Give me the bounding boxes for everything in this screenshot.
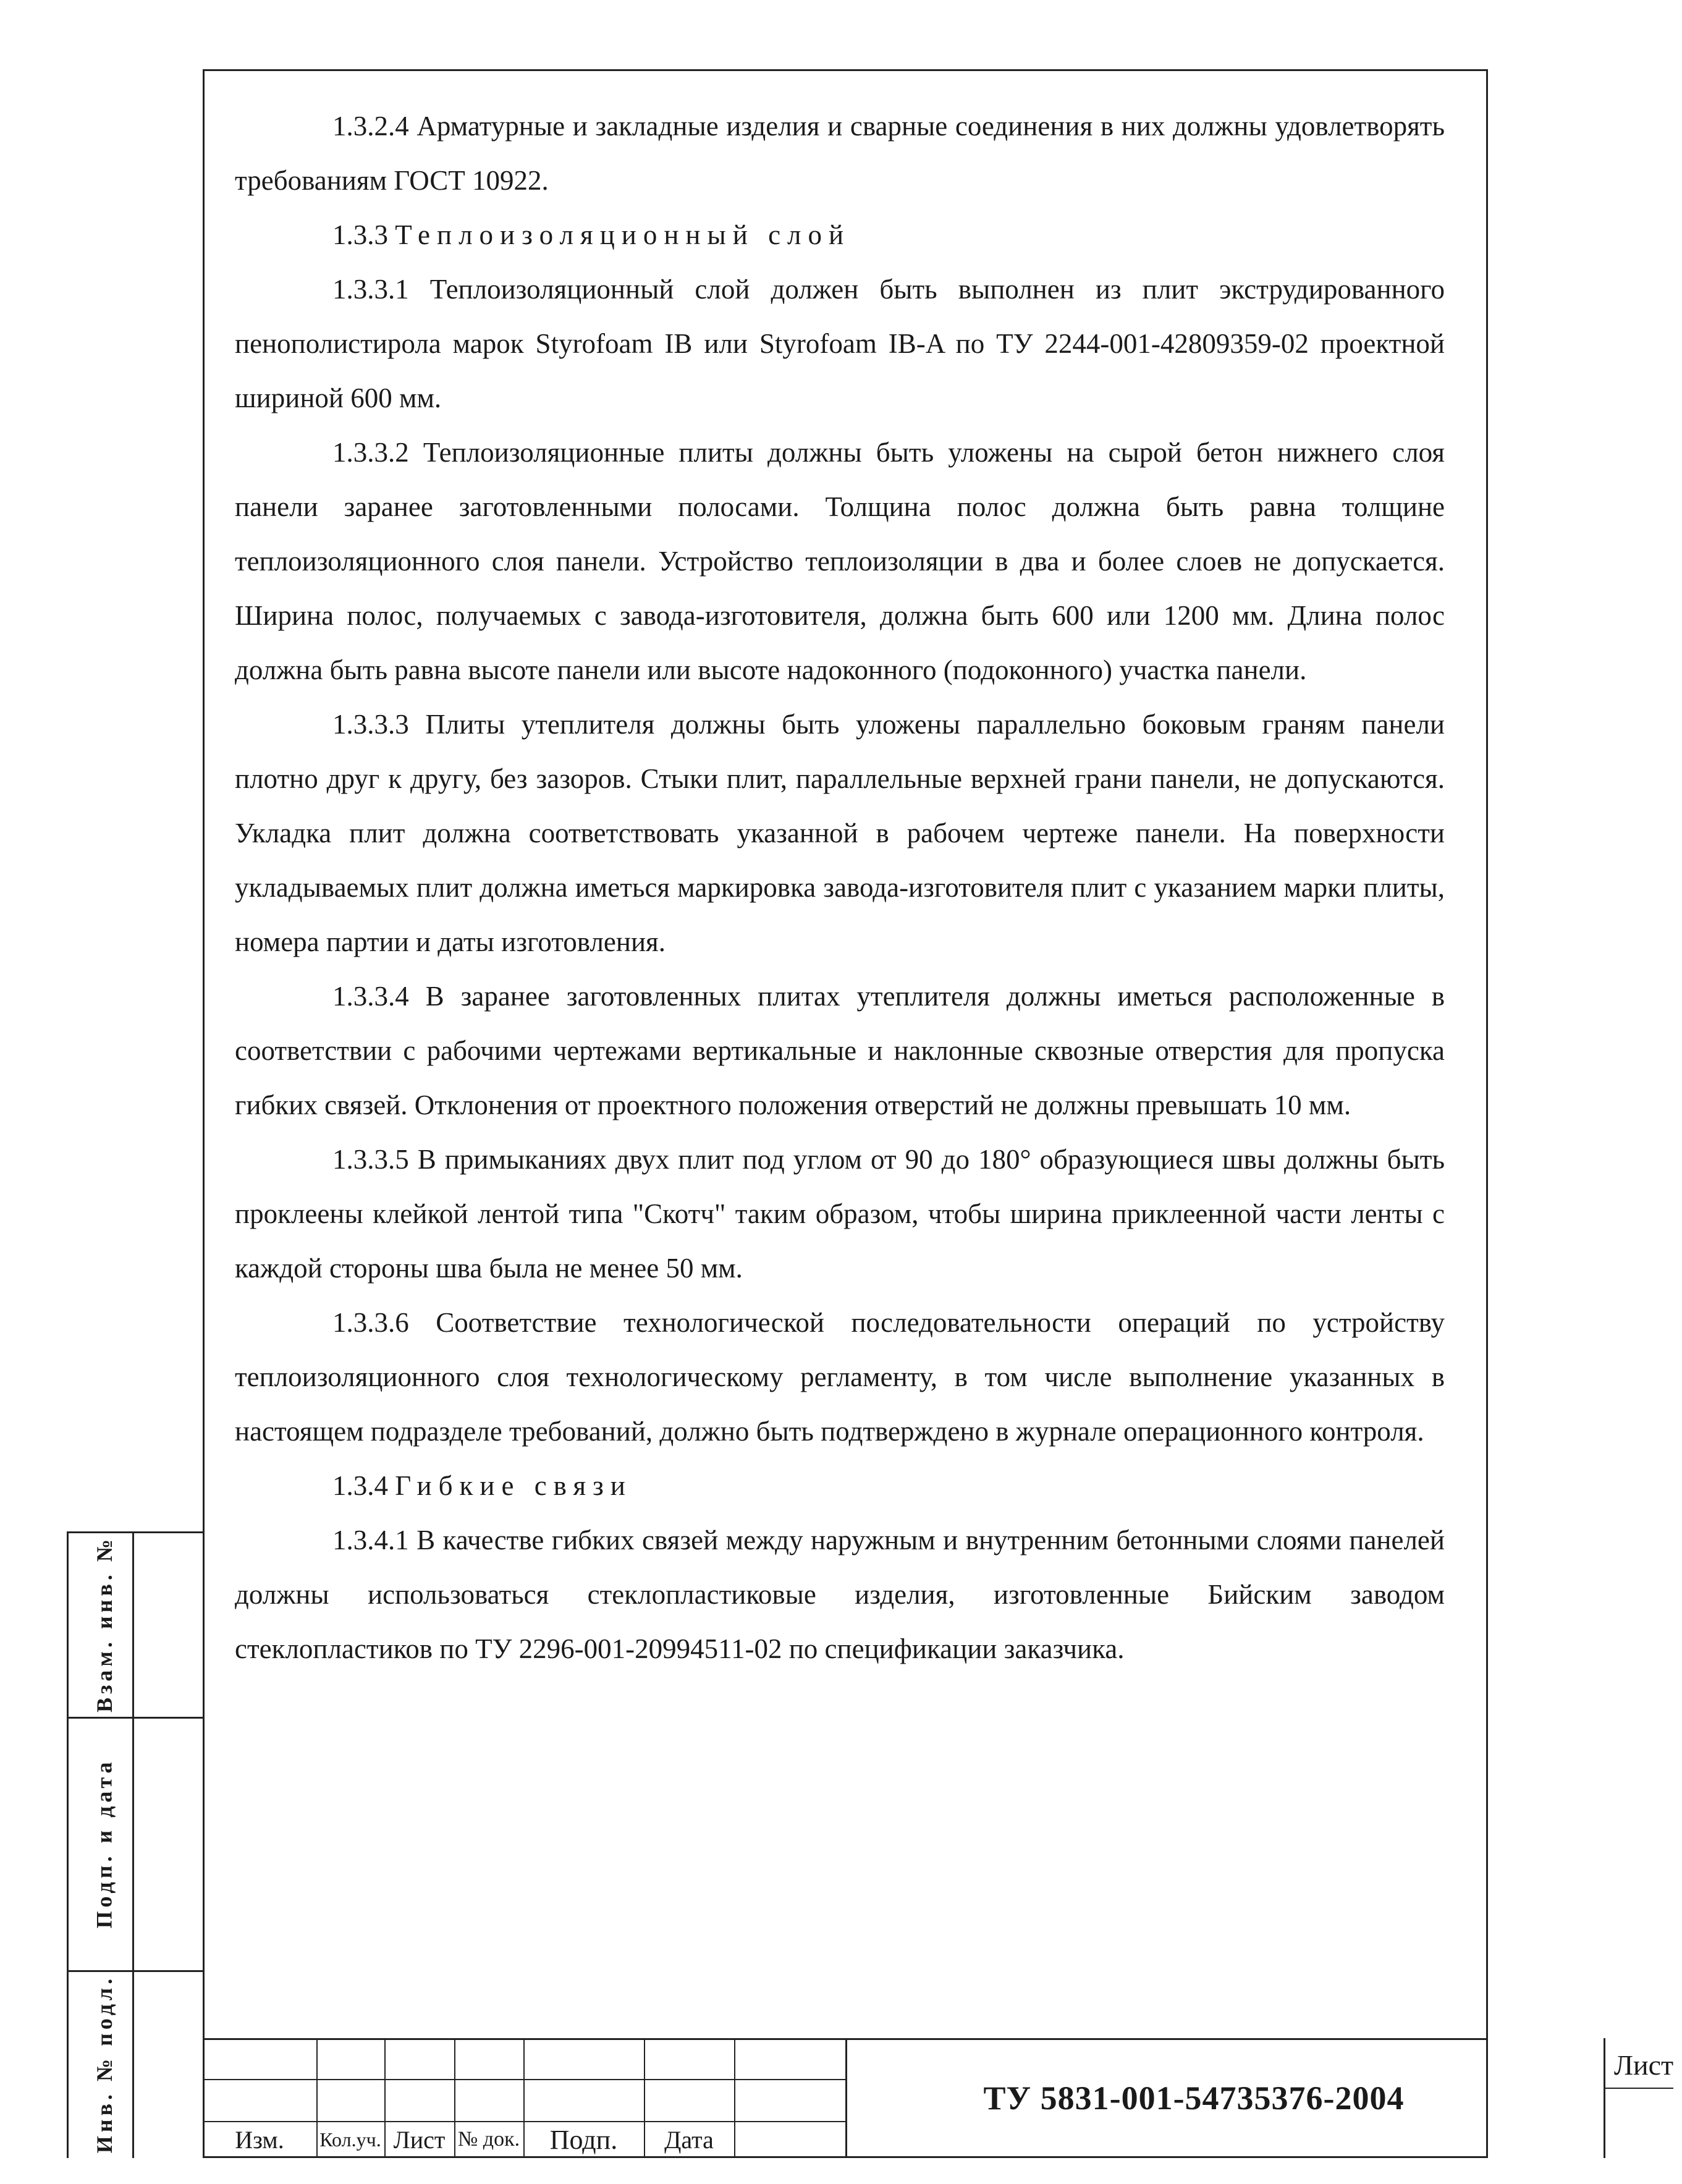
section-number: 1.3.4 — [332, 1470, 388, 1501]
section-heading-1-3-3 — [235, 208, 1445, 262]
col-data: Дата — [664, 2125, 714, 2154]
paragraph-1-3-3-6: 1.3.3.6 Соответствие технологической последовательности операций по устройству теплоизоляционного слоя технологическому регламенту, в том числе выполнение указанных в настоящем подразделе требований, должно быть подтверждено в журнале операционного контроля. — [235, 1307, 1445, 1447]
stamp-divider — [67, 1531, 69, 2158]
section-heading-1-3-4 — [235, 1458, 1445, 1513]
title-block-col-line — [734, 2038, 735, 2158]
title-block-row-line — [1604, 2088, 1673, 2089]
section-number: 1.3.3 — [332, 219, 388, 250]
paragraph-1-3-2-4: 1.3.2.4 Арматурные и закладные изделия и сварные соединения в них должны удовлетворять требованиям ГОСТ 10922. — [235, 111, 1445, 196]
title-block — [193, 2038, 1674, 2158]
col-list: Лист — [393, 2125, 446, 2154]
paragraph-1-3-3-5: 1.3.3.5 В примыканиях двух плит под углом от 90 до 180° образующиеся швы должны быть проклеены клейкой лентой типа "Скотч" таким образом, чтобы ширина приклеенной части ленты с каждой стороны шва была не менее 50 мм. — [235, 1144, 1445, 1284]
col-izm: Изм. — [235, 2125, 284, 2154]
paragraph-1-3-3-1: 1.3.3.1 Теплоизоляционный слой должен быть выполнен из плит экструдированного пенополистирола марок Styrofoam IB или Styrofoam IB-A по ТУ 2244-001-42809359-02 проектной шириной 600 мм. — [235, 274, 1445, 413]
stamp-podp-data: Подп. и дата — [92, 1758, 117, 1929]
paragraph-1-3-3-3: 1.3.3.3 Плиты утеплителя должны быть уложены параллельно боковым граням панели плотно друг к другу, без зазоров. Стыки плит, параллельные верхней грани панели, не допускаются. Укладка плит должна соответствовать указанной в рабочем чертеже панели. На поверхности укладываемых плит должна иметься маркировка завода-изготовителя плит с указанием марки плиты, номера партии и даты изготовления. — [235, 709, 1445, 957]
stamp-divider — [132, 1531, 134, 2158]
paragraph-1-3-4-1: 1.3.4.1 В качестве гибких связей между наружным и внутренним бетонными слоями панелей должны использоваться стеклопластиковые изделия, изготовленные Бийским заводом стеклопластиков по ТУ 2296-001-20994511-02 по спецификации заказчика. — [235, 1525, 1445, 1664]
document-body — [235, 99, 1445, 1676]
paragraph-1-3-3-2: 1.3.3.2 Теплоизоляционные плиты должны быть уложены на сырой бетон нижнего слоя панели заранее заготовленными полосами. Толщина полос должна быть равна толщине теплоизоляционного слоя панели. Устройство теплоизоляции в два и более слоев не допускается. Ширина полос, получаемых с завода-изготовителя, должна быть 600 или 1200 мм. Длина полос должна быть равна высоте панели или высоте надоконного (подоконного) участка панели. — [235, 437, 1445, 685]
document-number: ТУ 5831-001-54735376-2004 — [983, 2080, 1405, 2117]
section-title: Теплоизоляционный слой — [395, 219, 851, 250]
col-podp: Подп. — [549, 2124, 618, 2155]
paragraph-1-3-3-4: 1.3.3.4 В заранее заготовленных плитах утеплителя должны иметься расположенные в соответствии с рабочими чертежами вертикальные и наклонные сквозные отверстия для пропуска гибких связей. Отклонения от проектного положения отверстий не должны превышать 10 мм. — [235, 981, 1445, 1120]
col-n-dok: № док. — [457, 2128, 520, 2151]
col-kol-uch: Кол.уч. — [319, 2128, 381, 2151]
stamp-inv-podl: Инв. № подл. — [92, 1974, 117, 2154]
side-stamp — [67, 1531, 193, 2158]
sheet-label: Лист — [1613, 2049, 1674, 2081]
stamp-vzam-inv: Взам. инв. № — [92, 1535, 117, 1713]
section-title: Гибкие связи — [395, 1470, 632, 1501]
